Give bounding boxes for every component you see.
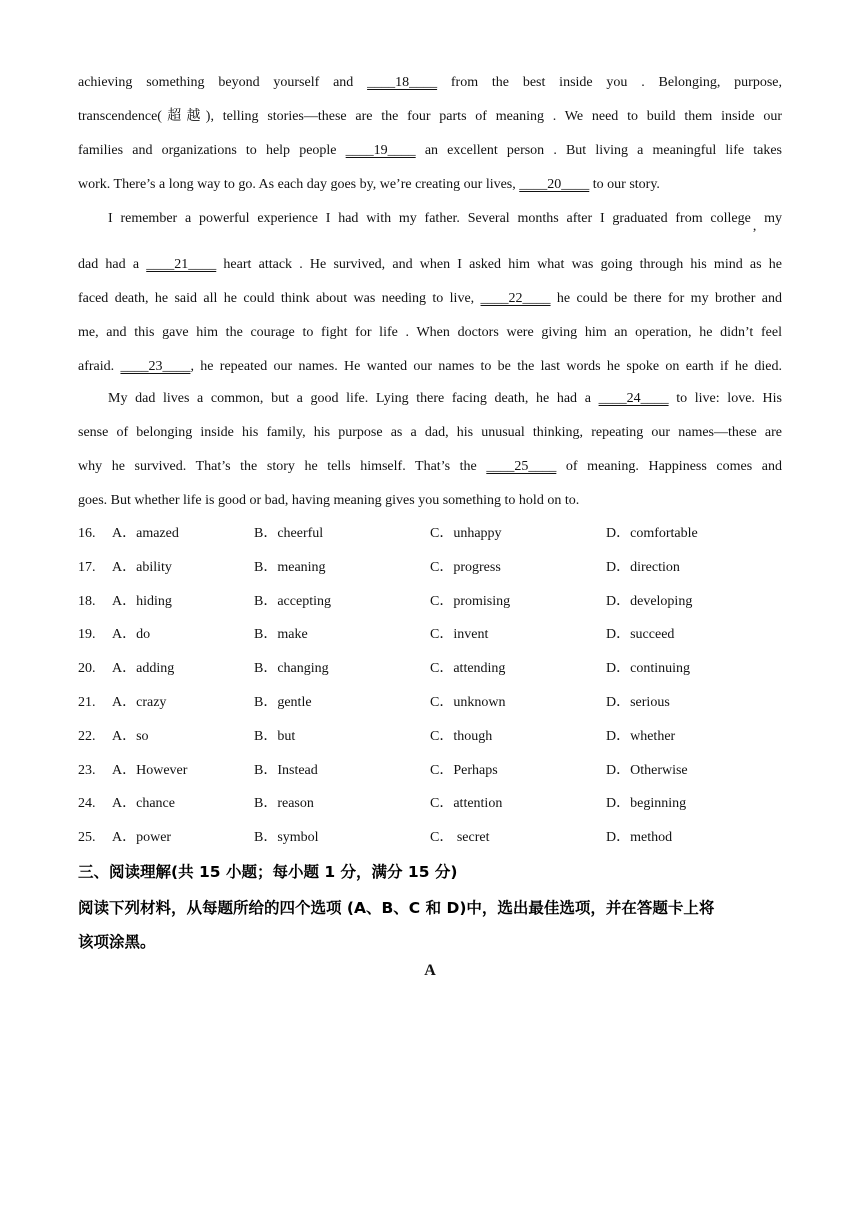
question-number: 20. (78, 661, 96, 677)
option-c: C．promising (430, 593, 511, 609)
blank-21: ____21____ (146, 257, 217, 272)
passage-line: achieving something beyond yourself and ____18____ from the best inside you . Belonging, purpose, (78, 66, 782, 100)
option-b: B．meaning (254, 559, 326, 575)
question-options (78, 517, 798, 855)
question-number: 18. (78, 593, 96, 609)
option-a: A．power (112, 830, 172, 846)
option-a: A．crazy (112, 694, 167, 710)
option-c: C．attention (430, 796, 503, 812)
option-d: D．method (606, 830, 673, 846)
section-instruction: 阅读下列材料，从每题所给的四个选项 (A、B、C 和 D)中，选出最佳选项，并在答题卡上将 (78, 899, 715, 917)
question-row (78, 517, 798, 551)
option-b: B．accepting (254, 593, 331, 609)
passage-paragraph-2 (78, 202, 782, 384)
question-number: 21. (78, 694, 96, 710)
question-number: 22. (78, 728, 96, 744)
option-c: C．Perhaps (430, 762, 498, 778)
option-a: A．hiding (112, 593, 172, 609)
question-row (78, 754, 798, 788)
question-number: 24. (78, 796, 96, 812)
question-row (78, 618, 798, 652)
passage-line: me, and this gave him the courage to fight for life . When doctors were giving him an operation, he didn’t feel (78, 325, 782, 340)
option-c: C．invent (430, 627, 489, 643)
passage-line: afraid. ____23____, he repeated our names. He wanted our names to be the last words he spoke on earth if he died. (78, 350, 782, 384)
passage-line: transcendence(超越), telling stories—these are the four parts of meaning . We need to build them inside our (78, 109, 782, 124)
option-d: D．comfortable (606, 526, 698, 541)
option-c: C．though (430, 728, 493, 744)
option-c: C．unknown (430, 694, 506, 710)
passage-paragraph-1 (78, 66, 782, 202)
option-c: C．attending (430, 661, 506, 677)
question-number: 25. (78, 830, 96, 846)
option-b: B．symbol (254, 830, 319, 846)
blank-19: ____19____ (345, 143, 416, 158)
blank-18: ____18____ (367, 75, 438, 90)
option-c: C． secret (430, 830, 490, 846)
option-b: B．changing (254, 661, 329, 677)
question-number: 19. (78, 627, 96, 643)
option-d: D．direction (606, 559, 680, 575)
option-a: A．ability (112, 559, 172, 575)
question-number: 23. (78, 762, 96, 778)
option-a: A．However (112, 762, 188, 778)
blank-20: ____20____ (519, 177, 590, 192)
option-b: B．make (254, 627, 308, 643)
option-a: A．adding (112, 661, 175, 677)
passage-line: why he survived. That’s the story he tells himself. That’s the ____25____ of meaning. Happiness comes and (78, 450, 782, 484)
passage-line: I remember a powerful experience I had with my father. Several months after I graduated from college, my (108, 211, 782, 234)
passage-line: families and organizations to help people ____19____ an excellent person . But living a meaningful life takes (78, 134, 782, 168)
section-heading: 三、阅读理解(共 15 小题；每小题 1 分，满分 15 分) (78, 863, 458, 881)
part-label: A (424, 962, 436, 979)
option-d: D．succeed (606, 627, 675, 643)
option-d: D．beginning (606, 796, 687, 812)
passage-line: dad had a ____21____ heart attack . He survived, and when I asked him what was going through his mind as he (78, 248, 782, 282)
option-c: C．unhappy (430, 526, 502, 541)
question-row (78, 821, 798, 855)
passage-line: goes. But whether life is good or bad, having meaning gives you something to hold on to. (78, 493, 580, 508)
option-b: B．but (254, 728, 296, 744)
option-b: B．gentle (254, 694, 312, 710)
blank-23: ____23____ (120, 359, 191, 374)
blank-22: ____22____ (480, 291, 551, 306)
option-a: A．so (112, 728, 149, 744)
option-b: B．reason (254, 796, 314, 812)
section-instruction-continued: 该项涂黑。 (78, 933, 156, 951)
option-c: C．progress (430, 559, 501, 575)
passage-line: faced death, he said all he could think about was needing to live, ____22____ he could be there for my brother and (78, 282, 782, 316)
question-number: 16. (78, 526, 96, 541)
option-d: D．continuing (606, 661, 690, 677)
question-row (78, 787, 798, 821)
option-d: D．serious (606, 694, 670, 710)
option-d: D．developing (606, 593, 693, 609)
passage-line: My dad lives a common, but a good life. Lying there facing death, he had a ____24____ to live: love. His (78, 382, 782, 416)
question-row (78, 686, 798, 720)
option-d: D．whether (606, 728, 676, 744)
option-a: A．chance (112, 796, 175, 812)
blank-24: ____24____ (598, 391, 669, 406)
option-a: A．do (112, 627, 151, 643)
option-a: A．amazed (112, 526, 179, 541)
passage-line: work. There’s a long way to go. As each day goes by, we’re creating our lives, ____20____ to our story. (78, 168, 782, 202)
question-row (78, 720, 798, 754)
question-row (78, 652, 798, 686)
blank-25: ____25____ (486, 459, 557, 474)
passage-paragraph-3 (78, 382, 782, 518)
passage-line: sense of belonging inside his family, his purpose as a dad, his unusual thinking, repeating our names—these are (78, 425, 782, 440)
option-b: B．cheerful (254, 526, 324, 541)
question-row (78, 551, 798, 585)
option-b: B．Instead (254, 762, 318, 778)
question-number: 17. (78, 559, 96, 575)
question-row (78, 585, 798, 619)
option-d: D．Otherwise (606, 762, 688, 778)
